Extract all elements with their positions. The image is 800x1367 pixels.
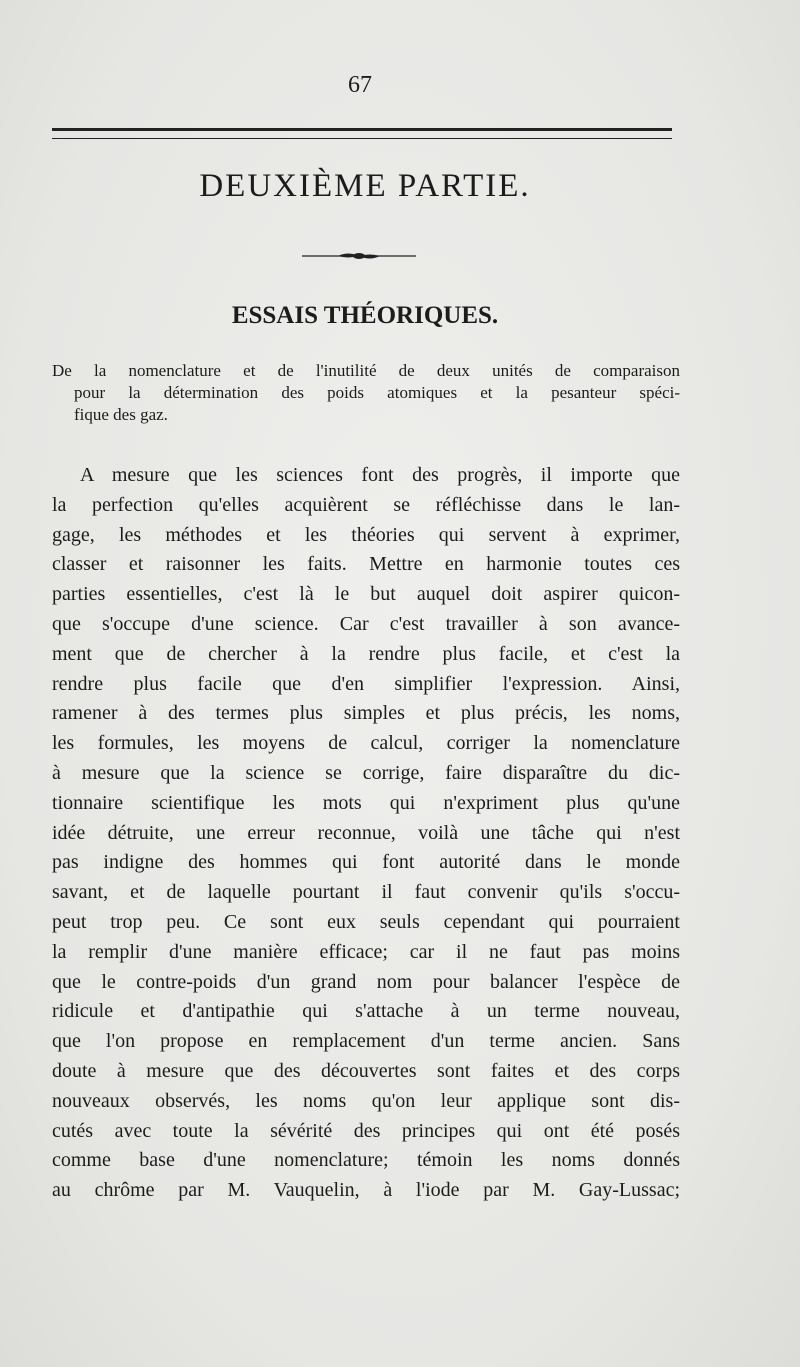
text-line: ramener à des termes plus simples et plus précis, les noms,	[52, 702, 680, 725]
text-line: classer et raisonner les faits. Mettre en harmonie toutes ces	[52, 553, 680, 576]
text-line: peut trop peu. Ce sont eux seuls cependant qui pourraient	[52, 910, 680, 933]
text-line: que l'on propose en remplacement d'un terme ancien. Sans	[52, 1030, 680, 1053]
text-line: que s'occupe d'une science. Car c'est travailler à son avance-	[52, 612, 680, 635]
header-double-rule	[52, 128, 672, 139]
text-line: doute à mesure que des découvertes sont faites et des corps	[52, 1059, 680, 1082]
text-line: idée détruite, une erreur reconnue, voilà une tâche qui n'est	[52, 821, 680, 844]
text-line: la remplir d'une manière efficace; car il ne faut pas moins	[52, 940, 680, 963]
text-line: la perfection qu'elles acquièrent se réfléchisse dans le lan-	[52, 493, 680, 516]
text-line: à mesure que la science se corrige, faire disparaître du dic-	[52, 761, 680, 784]
text-line: parties essentielles, c'est là le but auquel doit aspirer quicon-	[52, 583, 680, 606]
text-line: que le contre-poids d'un grand nom pour balancer l'espèce de	[52, 970, 680, 993]
text-line: nouveaux observés, les noms qu'on leur applique sont dis-	[52, 1089, 680, 1112]
text-line: au chrôme par M. Vauquelin, à l'iode par M. Gay-Lussac;	[52, 1179, 680, 1202]
text-line: les formules, les moyens de calcul, corriger la nomenclature	[52, 732, 680, 755]
text-line: tionnaire scientifique les mots qui n'expriment plus qu'une	[52, 791, 680, 814]
text-line: A mesure que les sciences font des progrès, il importe que	[80, 464, 680, 486]
text-line: comme base d'une nomenclature; témoin les noms donnés	[52, 1149, 680, 1172]
text-line: pas indigne des hommes qui font autorité dans le monde	[52, 851, 680, 874]
body-paragraph	[52, 461, 680, 1206]
summary-line: pour la détermination des poids atomiques et la pesanteur spéci-	[74, 383, 680, 402]
summary-line: De la nomenclature et de l'inutilité de deux unités de comparaison	[52, 361, 680, 380]
summary-line: fique des gaz.	[74, 405, 168, 424]
page-number: 67	[348, 72, 372, 98]
section-title: ESSAIS THÉORIQUES.	[231, 302, 499, 329]
text-line: savant, et de laquelle pourtant il faut convenir qu'ils s'occu-	[52, 881, 680, 904]
text-line: cutés avec toute la sévérité des principes qui ont été posés	[52, 1119, 680, 1142]
chapter-summary	[52, 360, 680, 426]
text-line: ment que de chercher à la rendre plus facile, et c'est la	[52, 642, 680, 665]
text-line: gage, les méthodes et les théories qui servent à exprimer,	[52, 523, 680, 546]
part-title: DEUXIÈME PARTIE.	[199, 168, 531, 204]
ornament-divider	[302, 250, 416, 262]
text-line: rendre plus facile que d'en simplifier l'expression. Ainsi,	[52, 672, 680, 695]
text-line: ridicule et d'antipathie qui s'attache à un terme nouveau,	[52, 1000, 680, 1023]
